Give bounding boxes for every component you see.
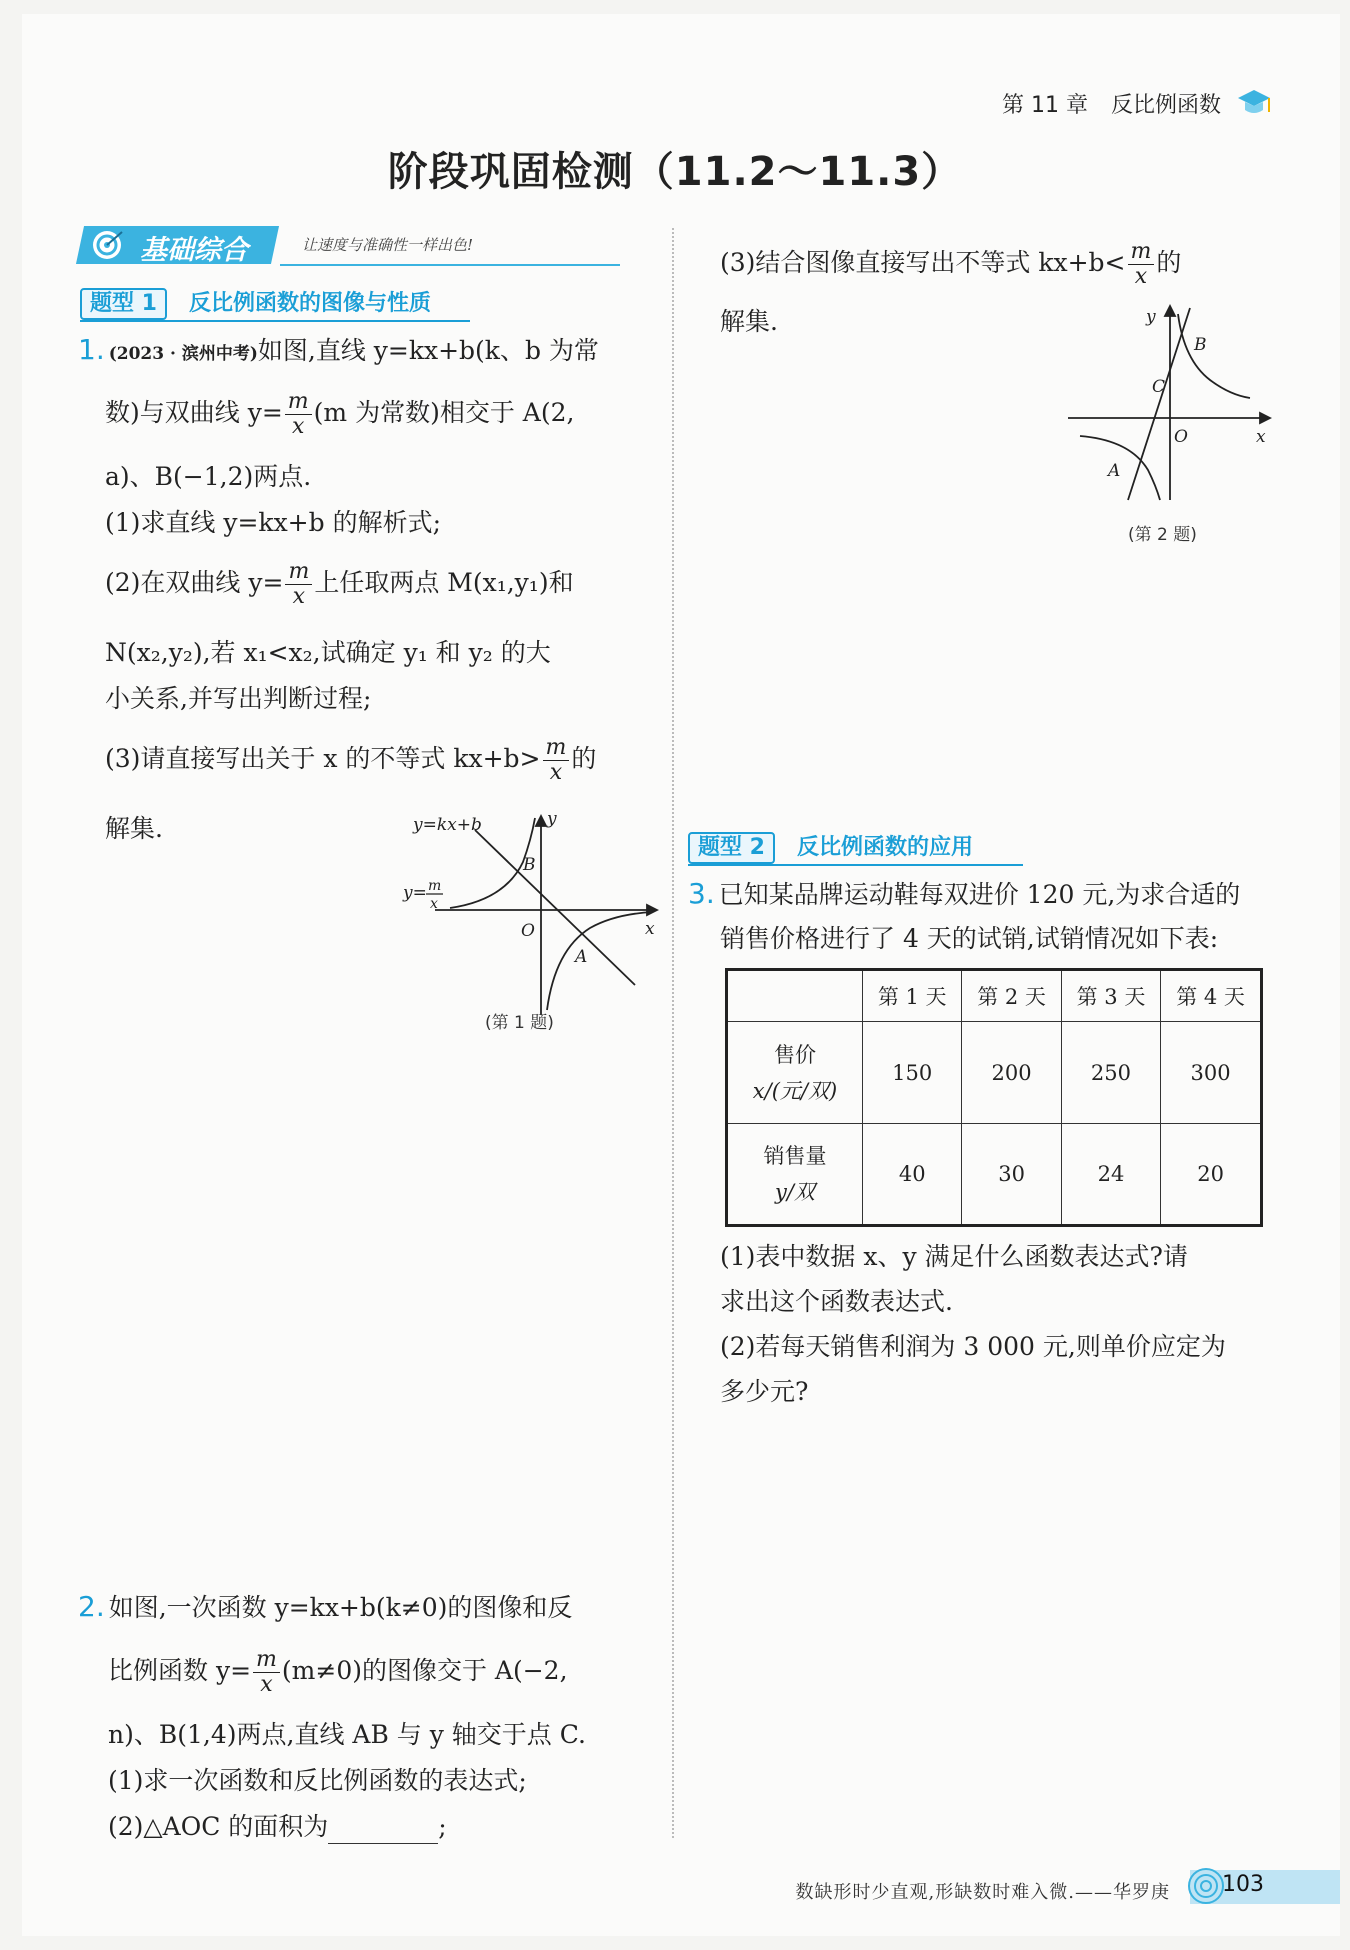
footer-quote: 数缺形时少直观,形缺数时难入微.——华罗庚: [795, 1882, 1170, 1903]
question-type-2: [688, 830, 1188, 862]
answer-blank[interactable]: [328, 1821, 438, 1844]
q1-part-2: [105, 560, 574, 609]
y-axis-arrow: [536, 816, 546, 826]
q1-line-3: a)、B(−1,2)两点.: [105, 462, 312, 491]
q1-source: (2023 · 滨州中考): [108, 344, 258, 364]
table-cell: 30: [962, 1124, 1061, 1226]
table-cell: 24: [1061, 1124, 1160, 1226]
q1-part-3: [105, 736, 596, 785]
y-axis-arrow: [1165, 306, 1175, 316]
q2-part-1: (1)求一次函数和反比例函数的表达式;: [108, 1766, 527, 1795]
q2-text: (m≠0)的图像交于 A(−2,: [281, 1656, 568, 1685]
graduation-cap-icon: [1236, 88, 1272, 124]
table-cell: 300: [1161, 1022, 1262, 1124]
table-cell: 200: [962, 1022, 1061, 1124]
q2-line-1: [78, 1590, 572, 1625]
hyperbola-branch-right: [547, 912, 653, 1010]
table-header-cell: 第 1 天: [863, 970, 962, 1022]
q1-text: (3)请直接写出关于 x 的不等式 kx+b>: [105, 744, 541, 773]
line-kx-plus-b: [1128, 308, 1190, 500]
x-axis-arrow: [1260, 413, 1270, 423]
hyperbola-label-den: x: [430, 896, 438, 912]
q1-line-6: N(x₂,y₂),若 x₁<x₂,试确定 y₁ 和 y₂ 的大: [105, 638, 551, 667]
q3-line-2: 销售价格进行了 4 天的试销,试销情况如下表:: [720, 924, 1219, 953]
x-label: x: [1256, 427, 1266, 447]
q1-part-1: (1)求直线 y=kx+b 的解析式;: [105, 508, 441, 537]
table-cell: 20: [1161, 1124, 1262, 1226]
q3-line-1: [688, 877, 1240, 912]
q3-number: 3.: [688, 877, 715, 910]
fraction-m-over-x: $\frac{m}{x}$: [543, 736, 570, 785]
fraction-m-over-x: $\frac{m}{x}$: [1128, 240, 1155, 289]
table-cell: 150: [863, 1022, 962, 1124]
hyperbola-label-num: m: [428, 878, 442, 894]
q2-figure-caption: (第 2 题): [1128, 525, 1197, 545]
type-title: 反比例函数的图像与性质: [188, 291, 431, 316]
q1-text: 的: [571, 744, 597, 773]
q2-figure: [1060, 300, 1280, 510]
swirl-icon: [1186, 1866, 1226, 1910]
q2-part-2: [108, 1810, 447, 1844]
q1-number: 1.: [78, 333, 105, 366]
hyperbola-branch-right: [1178, 314, 1250, 398]
type-title: 反比例函数的应用: [796, 835, 973, 860]
origin-label: O: [1174, 427, 1188, 447]
y-label: y: [1146, 307, 1156, 327]
row-label: 售价 x/(元/双): [727, 1022, 863, 1124]
banner-underline: [280, 264, 620, 266]
q3-part-2: (2)若每天销售利润为 3 000 元,则单价应定为: [720, 1332, 1226, 1361]
q1-figure-caption: (第 1 题): [485, 1013, 554, 1033]
q1-line-7: 小关系,并写出判断过程;: [105, 684, 372, 713]
point-a-label: A: [575, 947, 588, 967]
q3-part-1: (1)表中数据 x、y 满足什么函数表达式?请: [720, 1242, 1188, 1271]
q1-text: (2)在双曲线 y=: [105, 568, 284, 597]
table-header-row: [727, 970, 1262, 1022]
table-row: [727, 1124, 1262, 1226]
q1-text: 数)与双曲线 y=: [105, 398, 283, 427]
table-header-cell: 第 4 天: [1161, 970, 1262, 1022]
q1-line-2: [105, 390, 574, 439]
point-a-label: A: [1108, 461, 1121, 481]
origin-label: O: [521, 921, 535, 941]
q2-text: 的: [1156, 248, 1182, 277]
target-icon: [90, 228, 124, 266]
q3-text: 已知某品牌运动鞋每双进价 120 元,为求合适的: [718, 880, 1241, 909]
q1-text: (m 为常数)相交于 A(2,: [313, 398, 575, 427]
line-kx-plus-b: [475, 830, 635, 985]
table-header-cell: 第 3 天: [1061, 970, 1160, 1022]
hyperbola-label: y=: [403, 883, 427, 903]
point-b-label: B: [1194, 335, 1207, 355]
banner-label: 基础综合: [140, 235, 248, 266]
chapter-title: 反比例函数: [1110, 93, 1221, 118]
table-cell: 250: [1061, 1022, 1160, 1124]
type-box: 题型 2: [688, 832, 775, 864]
y-label: y: [547, 809, 557, 829]
q2-number: 2.: [78, 1590, 105, 1623]
q2-line-3: n)、B(1,4)两点,直线 AB 与 y 轴交于点 C.: [108, 1720, 586, 1749]
chapter-number: 第 11 章: [1002, 93, 1088, 118]
q2-text: (2)△AOC 的面积为: [108, 1812, 329, 1841]
q2-line-7: 解集.: [720, 307, 778, 336]
q2-line-2: [108, 1648, 568, 1697]
q1-text: 上任取两点 M(x₁,y₁)和: [314, 568, 574, 597]
q1-line-9: 解集.: [105, 814, 163, 843]
table-cell: 40: [863, 1124, 962, 1226]
table-header-cell: 第 2 天: [962, 970, 1061, 1022]
q2-text: 如图,一次函数 y=kx+b(k≠0)的图像和反: [108, 1593, 573, 1622]
q3-line-4: 求出这个函数表达式.: [720, 1287, 953, 1316]
table-corner: [727, 970, 863, 1022]
type-underline: [688, 864, 1023, 866]
section-banner: [80, 224, 620, 270]
table-row: [727, 1022, 1262, 1124]
point-c-label: C: [1152, 377, 1166, 397]
x-label: x: [645, 919, 655, 939]
line-label: y=kx+b: [413, 815, 482, 835]
x-axis-arrow: [647, 905, 657, 915]
chapter-header: [1002, 88, 1272, 124]
q2-part-3: [720, 240, 1181, 289]
q2-text: (3)结合图像直接写出不等式 kx+b<: [720, 248, 1126, 277]
type-underline: [80, 320, 470, 322]
type-box: 题型 1: [80, 288, 167, 320]
q2-text: ;: [438, 1812, 447, 1841]
row-label: 销售量 y/双: [727, 1124, 863, 1226]
q1-line-1: [78, 333, 599, 371]
sales-table: [725, 968, 1263, 1227]
question-type-1: [80, 286, 620, 318]
column-divider: [672, 228, 674, 1838]
fraction-m-over-x: $\frac{m}{x}$: [285, 560, 312, 609]
page-number: 103: [1222, 1872, 1264, 1897]
q1-text: 如图,直线 y=kx+b(k、b 为常: [257, 336, 599, 365]
q2-text: 比例函数 y=: [108, 1656, 252, 1685]
fraction-m-over-x: $\frac{m}{x}$: [253, 1648, 280, 1697]
point-b-label: B: [523, 855, 536, 875]
page-title: 阶段巩固检测（11.2～11.3）: [387, 149, 963, 195]
banner-slogan: 让速度与准确性一样出色!: [302, 236, 474, 254]
q3-line-6: 多少元?: [720, 1377, 809, 1406]
fraction-m-over-x: $\frac{m}{x}$: [285, 390, 312, 439]
